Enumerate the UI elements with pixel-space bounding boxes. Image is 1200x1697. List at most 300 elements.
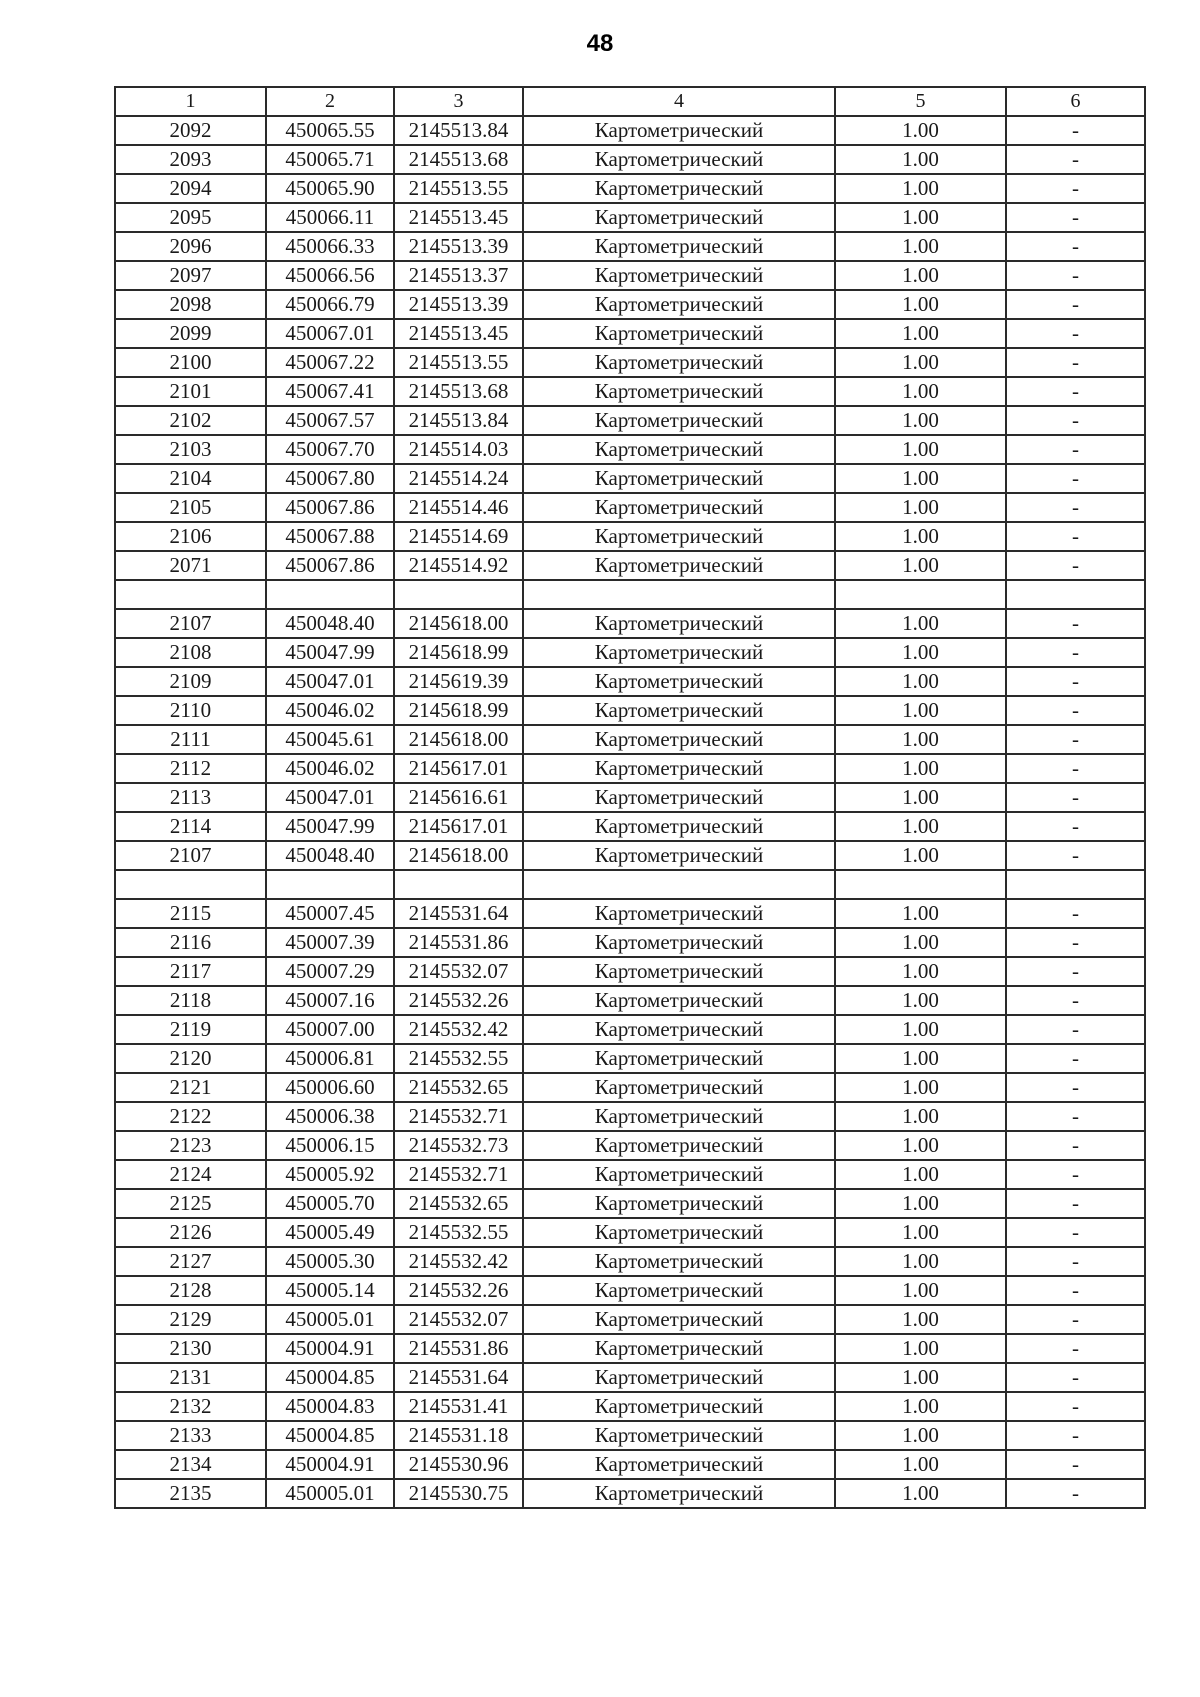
x-coordinate-cell: 450048.40 (266, 841, 394, 870)
y-coordinate-cell: 2145514.24 (394, 464, 523, 493)
note-cell: - (1006, 406, 1145, 435)
method-cell: Картометрический (523, 493, 835, 522)
x-coordinate-cell: 450067.01 (266, 319, 394, 348)
method-cell: Картометрический (523, 783, 835, 812)
accuracy-cell: 1.00 (835, 1044, 1006, 1073)
y-coordinate-cell: 2145532.42 (394, 1015, 523, 1044)
x-coordinate-cell: 450066.79 (266, 290, 394, 319)
accuracy-cell: 1.00 (835, 1334, 1006, 1363)
y-coordinate-cell: 2145532.71 (394, 1160, 523, 1189)
y-coordinate-cell: 2145532.65 (394, 1073, 523, 1102)
x-coordinate-cell: 450007.29 (266, 957, 394, 986)
point-number-cell: 2129 (115, 1305, 266, 1334)
note-cell: - (1006, 928, 1145, 957)
method-cell: Картометрический (523, 1305, 835, 1334)
table-row (115, 1392, 1145, 1421)
x-coordinate-cell: 450046.02 (266, 754, 394, 783)
x-coordinate-cell: 450004.85 (266, 1421, 394, 1450)
method-cell: Картометрический (523, 232, 835, 261)
accuracy-cell: 1.00 (835, 261, 1006, 290)
accuracy-cell: 1.00 (835, 1189, 1006, 1218)
y-coordinate-cell: 2145514.03 (394, 435, 523, 464)
y-coordinate-cell: 2145531.18 (394, 1421, 523, 1450)
accuracy-cell: 1.00 (835, 1450, 1006, 1479)
x-coordinate-cell: 450047.99 (266, 638, 394, 667)
method-cell: Картометрический (523, 261, 835, 290)
y-coordinate-cell: 2145616.61 (394, 783, 523, 812)
header-row (115, 87, 1145, 116)
y-coordinate-cell: 2145513.45 (394, 203, 523, 232)
y-coordinate-cell: 2145531.86 (394, 1334, 523, 1363)
method-cell: Картометрический (523, 986, 835, 1015)
table-row (115, 116, 1145, 145)
note-cell: - (1006, 957, 1145, 986)
method-cell (523, 870, 835, 899)
accuracy-cell: 1.00 (835, 986, 1006, 1015)
note-cell: - (1006, 1276, 1145, 1305)
accuracy-cell: 1.00 (835, 957, 1006, 986)
point-number-cell: 2122 (115, 1102, 266, 1131)
y-coordinate-cell: 2145530.75 (394, 1479, 523, 1508)
table-row (115, 1479, 1145, 1508)
x-coordinate-cell: 450067.41 (266, 377, 394, 406)
note-cell: - (1006, 116, 1145, 145)
note-cell: - (1006, 609, 1145, 638)
table-row (115, 464, 1145, 493)
method-cell: Картометрический (523, 551, 835, 580)
y-coordinate-cell: 2145513.68 (394, 145, 523, 174)
point-number-cell: 2092 (115, 116, 266, 145)
y-coordinate-cell: 2145513.39 (394, 290, 523, 319)
x-coordinate-cell: 450047.01 (266, 783, 394, 812)
method-cell: Картометрический (523, 464, 835, 493)
method-cell: Картометрический (523, 1334, 835, 1363)
accuracy-cell: 1.00 (835, 1305, 1006, 1334)
note-cell: - (1006, 1189, 1145, 1218)
y-coordinate-cell (394, 870, 523, 899)
table-row (115, 174, 1145, 203)
point-number-cell: 2115 (115, 899, 266, 928)
y-coordinate-cell: 2145513.55 (394, 348, 523, 377)
method-cell: Картометрический (523, 1363, 835, 1392)
accuracy-cell: 1.00 (835, 841, 1006, 870)
point-number-cell: 2103 (115, 435, 266, 464)
page-number: 48 (586, 30, 614, 57)
y-coordinate-cell: 2145531.41 (394, 1392, 523, 1421)
x-coordinate-cell: 450067.86 (266, 493, 394, 522)
method-cell: Картометрический (523, 435, 835, 464)
point-number-cell: 2099 (115, 319, 266, 348)
point-number-cell: 2109 (115, 667, 266, 696)
note-cell: - (1006, 145, 1145, 174)
x-coordinate-cell: 450007.39 (266, 928, 394, 957)
table-row (115, 290, 1145, 319)
y-coordinate-cell: 2145618.00 (394, 725, 523, 754)
table-row (115, 1189, 1145, 1218)
point-number-cell: 2118 (115, 986, 266, 1015)
method-cell: Картометрический (523, 348, 835, 377)
note-cell: - (1006, 1479, 1145, 1508)
y-coordinate-cell: 2145514.46 (394, 493, 523, 522)
x-coordinate-cell: 450066.11 (266, 203, 394, 232)
note-cell: - (1006, 493, 1145, 522)
table-row (115, 783, 1145, 812)
method-cell: Картометрический (523, 1131, 835, 1160)
x-coordinate-cell: 450065.71 (266, 145, 394, 174)
y-coordinate-cell: 2145513.39 (394, 232, 523, 261)
table-row (115, 1102, 1145, 1131)
accuracy-cell: 1.00 (835, 464, 1006, 493)
accuracy-cell: 1.00 (835, 1015, 1006, 1044)
accuracy-cell: 1.00 (835, 1247, 1006, 1276)
accuracy-cell: 1.00 (835, 928, 1006, 957)
point-number-cell: 2127 (115, 1247, 266, 1276)
x-coordinate-cell: 450004.83 (266, 1392, 394, 1421)
column-header-1: 1 (115, 87, 266, 116)
point-number-cell: 2126 (115, 1218, 266, 1247)
note-cell: - (1006, 290, 1145, 319)
y-coordinate-cell: 2145618.00 (394, 841, 523, 870)
method-cell: Картометрический (523, 377, 835, 406)
table-row (115, 1450, 1145, 1479)
point-number-cell: 2108 (115, 638, 266, 667)
note-cell: - (1006, 348, 1145, 377)
column-header-4: 4 (523, 87, 835, 116)
accuracy-cell: 1.00 (835, 783, 1006, 812)
method-cell: Картометрический (523, 319, 835, 348)
note-cell: - (1006, 783, 1145, 812)
x-coordinate-cell: 450047.99 (266, 812, 394, 841)
y-coordinate-cell: 2145532.07 (394, 1305, 523, 1334)
x-coordinate-cell (266, 580, 394, 609)
note-cell: - (1006, 319, 1145, 348)
table-row (115, 493, 1145, 522)
x-coordinate-cell: 450005.49 (266, 1218, 394, 1247)
accuracy-cell: 1.00 (835, 348, 1006, 377)
note-cell: - (1006, 435, 1145, 464)
x-coordinate-cell: 450048.40 (266, 609, 394, 638)
y-coordinate-cell: 2145531.86 (394, 928, 523, 957)
x-coordinate-cell: 450007.00 (266, 1015, 394, 1044)
x-coordinate-cell: 450006.81 (266, 1044, 394, 1073)
table-row (115, 145, 1145, 174)
table-row (115, 1160, 1145, 1189)
method-cell: Картометрический (523, 928, 835, 957)
x-coordinate-cell: 450067.57 (266, 406, 394, 435)
y-coordinate-cell: 2145532.55 (394, 1044, 523, 1073)
x-coordinate-cell: 450006.15 (266, 1131, 394, 1160)
method-cell: Картометрический (523, 841, 835, 870)
accuracy-cell: 1.00 (835, 435, 1006, 464)
y-coordinate-cell (394, 580, 523, 609)
method-cell: Картометрический (523, 1450, 835, 1479)
x-coordinate-cell: 450005.92 (266, 1160, 394, 1189)
point-number-cell: 2114 (115, 812, 266, 841)
x-coordinate-cell: 450005.30 (266, 1247, 394, 1276)
table-row (115, 667, 1145, 696)
point-number-cell: 2125 (115, 1189, 266, 1218)
column-header-3: 3 (394, 87, 523, 116)
x-coordinate-cell: 450045.61 (266, 725, 394, 754)
x-coordinate-cell: 450004.91 (266, 1334, 394, 1363)
x-coordinate-cell: 450066.56 (266, 261, 394, 290)
y-coordinate-cell: 2145513.68 (394, 377, 523, 406)
table-row (115, 1218, 1145, 1247)
table-row (115, 899, 1145, 928)
point-number-cell: 2104 (115, 464, 266, 493)
coordinates-table (114, 86, 1146, 1509)
note-cell: - (1006, 754, 1145, 783)
x-coordinate-cell: 450065.55 (266, 116, 394, 145)
accuracy-cell: 1.00 (835, 1363, 1006, 1392)
point-number-cell: 2093 (115, 145, 266, 174)
point-number-cell: 2097 (115, 261, 266, 290)
y-coordinate-cell: 2145513.55 (394, 174, 523, 203)
method-cell: Картометрический (523, 957, 835, 986)
note-cell: - (1006, 1421, 1145, 1450)
accuracy-cell: 1.00 (835, 232, 1006, 261)
note-cell: - (1006, 232, 1145, 261)
table-row (115, 261, 1145, 290)
note-cell: - (1006, 725, 1145, 754)
method-cell: Картометрический (523, 696, 835, 725)
accuracy-cell: 1.00 (835, 1160, 1006, 1189)
y-coordinate-cell: 2145513.84 (394, 406, 523, 435)
table-row (115, 1015, 1145, 1044)
column-header-5: 5 (835, 87, 1006, 116)
y-coordinate-cell: 2145531.64 (394, 1363, 523, 1392)
table-row (115, 1334, 1145, 1363)
table-row (115, 986, 1145, 1015)
y-coordinate-cell: 2145513.37 (394, 261, 523, 290)
x-coordinate-cell: 450046.02 (266, 696, 394, 725)
point-number-cell: 2096 (115, 232, 266, 261)
y-coordinate-cell: 2145619.39 (394, 667, 523, 696)
accuracy-cell: 1.00 (835, 725, 1006, 754)
y-coordinate-cell: 2145617.01 (394, 754, 523, 783)
point-number-cell: 2119 (115, 1015, 266, 1044)
point-number-cell: 2102 (115, 406, 266, 435)
method-cell: Картометрический (523, 754, 835, 783)
y-coordinate-cell: 2145532.26 (394, 986, 523, 1015)
x-coordinate-cell: 450007.45 (266, 899, 394, 928)
accuracy-cell: 1.00 (835, 493, 1006, 522)
note-cell: - (1006, 1305, 1145, 1334)
method-cell: Картометрический (523, 1015, 835, 1044)
table-row (115, 435, 1145, 464)
method-cell: Картометрический (523, 1073, 835, 1102)
method-cell: Картометрический (523, 203, 835, 232)
method-cell: Картометрический (523, 1218, 835, 1247)
table-row (115, 638, 1145, 667)
x-coordinate-cell: 450047.01 (266, 667, 394, 696)
x-coordinate-cell: 450067.80 (266, 464, 394, 493)
accuracy-cell: 1.00 (835, 522, 1006, 551)
point-number-cell: 2124 (115, 1160, 266, 1189)
point-number-cell: 2131 (115, 1363, 266, 1392)
x-coordinate-cell: 450007.16 (266, 986, 394, 1015)
table-row (115, 551, 1145, 580)
note-cell: - (1006, 522, 1145, 551)
accuracy-cell: 1.00 (835, 377, 1006, 406)
table-row (115, 522, 1145, 551)
note-cell: - (1006, 841, 1145, 870)
note-cell: - (1006, 696, 1145, 725)
point-number-cell: 2123 (115, 1131, 266, 1160)
note-cell: - (1006, 1044, 1145, 1073)
point-number-cell: 2107 (115, 841, 266, 870)
method-cell: Картометрический (523, 406, 835, 435)
point-number-cell: 2128 (115, 1276, 266, 1305)
method-cell: Картометрический (523, 899, 835, 928)
accuracy-cell: 1.00 (835, 1421, 1006, 1450)
point-number-cell (115, 580, 266, 609)
point-number-cell: 2095 (115, 203, 266, 232)
point-number-cell: 2112 (115, 754, 266, 783)
point-number-cell: 2113 (115, 783, 266, 812)
table-separator-row (115, 580, 1145, 609)
x-coordinate-cell: 450004.91 (266, 1450, 394, 1479)
accuracy-cell: 1.00 (835, 1131, 1006, 1160)
note-cell: - (1006, 1392, 1145, 1421)
table-row (115, 348, 1145, 377)
method-cell: Картометрический (523, 116, 835, 145)
note-cell: - (1006, 986, 1145, 1015)
accuracy-cell: 1.00 (835, 203, 1006, 232)
x-coordinate-cell: 450065.90 (266, 174, 394, 203)
table-row (115, 1044, 1145, 1073)
method-cell: Картометрический (523, 522, 835, 551)
y-coordinate-cell: 2145532.26 (394, 1276, 523, 1305)
table-row (115, 1131, 1145, 1160)
table-separator-row (115, 870, 1145, 899)
accuracy-cell: 1.00 (835, 1392, 1006, 1421)
method-cell: Картометрический (523, 1421, 835, 1450)
y-coordinate-cell: 2145532.42 (394, 1247, 523, 1276)
point-number-cell: 2110 (115, 696, 266, 725)
note-cell: - (1006, 1218, 1145, 1247)
accuracy-cell: 1.00 (835, 145, 1006, 174)
point-number-cell: 2106 (115, 522, 266, 551)
method-cell: Картометрический (523, 1160, 835, 1189)
table-row (115, 1363, 1145, 1392)
point-number-cell: 2098 (115, 290, 266, 319)
accuracy-cell: 1.00 (835, 1073, 1006, 1102)
x-coordinate-cell: 450005.01 (266, 1479, 394, 1508)
method-cell (523, 580, 835, 609)
point-number-cell: 2117 (115, 957, 266, 986)
point-number-cell: 2134 (115, 1450, 266, 1479)
note-cell: - (1006, 1363, 1145, 1392)
point-number-cell: 2116 (115, 928, 266, 957)
note-cell: - (1006, 1015, 1145, 1044)
note-cell (1006, 870, 1145, 899)
point-number-cell: 2101 (115, 377, 266, 406)
method-cell: Картометрический (523, 638, 835, 667)
x-coordinate-cell: 450005.70 (266, 1189, 394, 1218)
table-row (115, 754, 1145, 783)
table-row (115, 1421, 1145, 1450)
note-cell (1006, 580, 1145, 609)
table-row (115, 377, 1145, 406)
accuracy-cell: 1.00 (835, 638, 1006, 667)
note-cell: - (1006, 1334, 1145, 1363)
note-cell: - (1006, 667, 1145, 696)
y-coordinate-cell: 2145513.84 (394, 116, 523, 145)
y-coordinate-cell: 2145514.92 (394, 551, 523, 580)
accuracy-cell: 1.00 (835, 1102, 1006, 1131)
note-cell: - (1006, 174, 1145, 203)
x-coordinate-cell: 450006.60 (266, 1073, 394, 1102)
table-row (115, 841, 1145, 870)
note-cell: - (1006, 1160, 1145, 1189)
x-coordinate-cell: 450067.86 (266, 551, 394, 580)
x-coordinate-cell: 450006.38 (266, 1102, 394, 1131)
method-cell: Картометрический (523, 1044, 835, 1073)
y-coordinate-cell: 2145532.73 (394, 1131, 523, 1160)
point-number-cell: 2121 (115, 1073, 266, 1102)
table-row (115, 232, 1145, 261)
method-cell: Картометрический (523, 609, 835, 638)
method-cell: Картометрический (523, 1189, 835, 1218)
note-cell: - (1006, 899, 1145, 928)
x-coordinate-cell: 450066.33 (266, 232, 394, 261)
accuracy-cell: 1.00 (835, 1218, 1006, 1247)
point-number-cell: 2100 (115, 348, 266, 377)
y-coordinate-cell: 2145532.55 (394, 1218, 523, 1247)
point-number-cell: 2111 (115, 725, 266, 754)
accuracy-cell: 1.00 (835, 812, 1006, 841)
y-coordinate-cell: 2145617.01 (394, 812, 523, 841)
point-number-cell: 2132 (115, 1392, 266, 1421)
note-cell: - (1006, 377, 1145, 406)
table-row (115, 812, 1145, 841)
method-cell: Картометрический (523, 1247, 835, 1276)
method-cell: Картометрический (523, 290, 835, 319)
point-number-cell: 2105 (115, 493, 266, 522)
method-cell: Картометрический (523, 1479, 835, 1508)
accuracy-cell: 1.00 (835, 319, 1006, 348)
x-coordinate-cell: 450067.88 (266, 522, 394, 551)
note-cell: - (1006, 812, 1145, 841)
table-row (115, 696, 1145, 725)
table-row (115, 1276, 1145, 1305)
note-cell: - (1006, 638, 1145, 667)
y-coordinate-cell: 2145531.64 (394, 899, 523, 928)
y-coordinate-cell: 2145530.96 (394, 1450, 523, 1479)
accuracy-cell (835, 580, 1006, 609)
note-cell: - (1006, 1247, 1145, 1276)
table-header (115, 87, 1145, 116)
accuracy-cell: 1.00 (835, 667, 1006, 696)
x-coordinate-cell: 450005.01 (266, 1305, 394, 1334)
y-coordinate-cell: 2145532.07 (394, 957, 523, 986)
method-cell: Картометрический (523, 667, 835, 696)
accuracy-cell: 1.00 (835, 754, 1006, 783)
accuracy-cell: 1.00 (835, 609, 1006, 638)
point-number-cell: 2107 (115, 609, 266, 638)
accuracy-cell: 1.00 (835, 551, 1006, 580)
point-number-cell: 2130 (115, 1334, 266, 1363)
x-coordinate-cell: 450004.85 (266, 1363, 394, 1392)
y-coordinate-cell: 2145513.45 (394, 319, 523, 348)
x-coordinate-cell (266, 870, 394, 899)
y-coordinate-cell: 2145532.71 (394, 1102, 523, 1131)
x-coordinate-cell: 450067.70 (266, 435, 394, 464)
method-cell: Картометрический (523, 1392, 835, 1421)
table-row (115, 928, 1145, 957)
table-row (115, 725, 1145, 754)
